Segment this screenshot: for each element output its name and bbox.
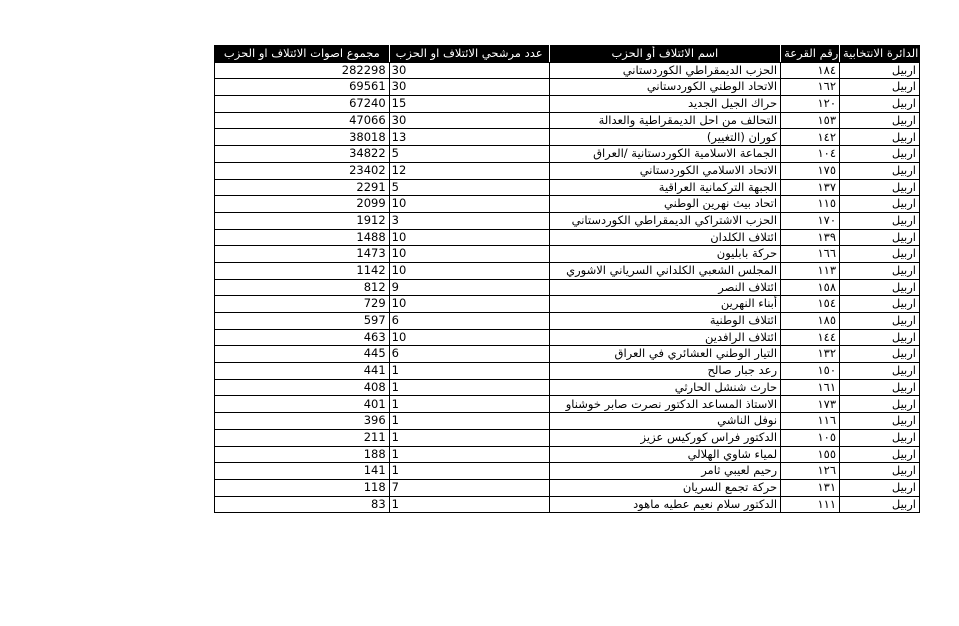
- district-cell: اربيل: [840, 329, 920, 346]
- candidate-count-cell: 1: [389, 413, 549, 430]
- party-name-cell: الدكتور سلام نعيم عطيه ماهود: [549, 496, 780, 513]
- district-cell: اربيل: [840, 429, 920, 446]
- candidate-count-cell: 6: [389, 313, 549, 330]
- total-votes-cell: 188: [215, 446, 390, 463]
- party-name-cell: ائتلاف الكلدان: [549, 229, 780, 246]
- candidate-count-cell: 10: [389, 246, 549, 263]
- total-votes-cell: 1142: [215, 262, 390, 279]
- party-name-cell: الجبهة التركمانية العراقية: [549, 179, 780, 196]
- ballot-number-cell: ١٧٠: [781, 212, 840, 229]
- party-name-cell: الدكتور فراس كوركيس عزيز: [549, 429, 780, 446]
- table-row: [215, 279, 920, 296]
- party-name-cell: رحيم لعيبي ثامر: [549, 463, 780, 480]
- header-district: الدائرة الانتخابية: [840, 46, 920, 63]
- district-cell: اربيل: [840, 246, 920, 263]
- table-row: [215, 246, 920, 263]
- table-row: [215, 129, 920, 146]
- table-row: [215, 329, 920, 346]
- district-cell: اربيل: [840, 146, 920, 163]
- ballot-number-cell: ١٨٤: [781, 62, 840, 79]
- header-candidate-count: عدد مرشحي الائتلاف او الحزب: [389, 46, 549, 63]
- party-name-cell: نوفل الناشي: [549, 413, 780, 430]
- district-cell: اربيل: [840, 79, 920, 96]
- table-row: [215, 112, 920, 129]
- table-row: [215, 296, 920, 313]
- total-votes-cell: 47066: [215, 112, 390, 129]
- candidate-count-cell: 1: [389, 446, 549, 463]
- district-cell: اربيل: [840, 313, 920, 330]
- district-cell: اربيل: [840, 179, 920, 196]
- table-row: [215, 496, 920, 513]
- district-cell: اربيل: [840, 229, 920, 246]
- candidate-count-cell: 1: [389, 396, 549, 413]
- party-name-cell: المجلس الشعبي الكلداني السرياني الاشوري: [549, 262, 780, 279]
- ballot-number-cell: ١١١: [781, 496, 840, 513]
- total-votes-cell: 2291: [215, 179, 390, 196]
- candidate-count-cell: 7: [389, 479, 549, 496]
- header-ballot-number: رقم القرعة: [781, 46, 840, 63]
- table-row: [215, 262, 920, 279]
- table-row: [215, 146, 920, 163]
- party-name-cell: اتحاد بيث نهرين الوطني: [549, 196, 780, 213]
- ballot-number-cell: ١٨٥: [781, 313, 840, 330]
- party-name-cell: الحزب الاشتراكي الديمقراطي الكوردستاني: [549, 212, 780, 229]
- total-votes-cell: 408: [215, 379, 390, 396]
- table-body: [215, 62, 920, 513]
- ballot-number-cell: ١١٣: [781, 262, 840, 279]
- party-name-cell: حراك الجيل الجديد: [549, 96, 780, 113]
- total-votes-cell: 67240: [215, 96, 390, 113]
- ballot-number-cell: ١٥٥: [781, 446, 840, 463]
- header-row: [215, 46, 920, 63]
- header-total-votes: مجموع اصوات الائتلاف او الحزب: [215, 46, 390, 63]
- ballot-number-cell: ١٥٨: [781, 279, 840, 296]
- table-row: [215, 479, 920, 496]
- total-votes-cell: 729: [215, 296, 390, 313]
- total-votes-cell: 401: [215, 396, 390, 413]
- table-row: [215, 96, 920, 113]
- candidate-count-cell: 15: [389, 96, 549, 113]
- ballot-number-cell: ١٣٧: [781, 179, 840, 196]
- table-row: [215, 313, 920, 330]
- candidate-count-cell: 5: [389, 179, 549, 196]
- candidate-count-cell: 1: [389, 463, 549, 480]
- party-name-cell: التحالف من احل الديمقراطية والعدالة: [549, 112, 780, 129]
- candidate-count-cell: 10: [389, 229, 549, 246]
- candidate-count-cell: 1: [389, 429, 549, 446]
- district-cell: اربيل: [840, 463, 920, 480]
- total-votes-cell: 1488: [215, 229, 390, 246]
- ballot-number-cell: ١٤٢: [781, 129, 840, 146]
- table-row: [215, 379, 920, 396]
- table-row: [215, 446, 920, 463]
- total-votes-cell: 396: [215, 413, 390, 430]
- ballot-number-cell: ١٦١: [781, 379, 840, 396]
- party-name-cell: كوران (التغيير): [549, 129, 780, 146]
- ballot-number-cell: ١٠٥: [781, 429, 840, 446]
- party-name-cell: أبناء النهرين: [549, 296, 780, 313]
- total-votes-cell: 463: [215, 329, 390, 346]
- total-votes-cell: 2099: [215, 196, 390, 213]
- total-votes-cell: 1473: [215, 246, 390, 263]
- district-cell: اربيل: [840, 479, 920, 496]
- candidate-count-cell: 10: [389, 262, 549, 279]
- district-cell: اربيل: [840, 196, 920, 213]
- candidate-count-cell: 10: [389, 329, 549, 346]
- ballot-number-cell: ١٤٤: [781, 329, 840, 346]
- candidate-count-cell: 6: [389, 346, 549, 363]
- party-name-cell: ائتلاف الوطنية: [549, 313, 780, 330]
- district-cell: اربيل: [840, 129, 920, 146]
- ballot-number-cell: ١٣١: [781, 479, 840, 496]
- table-row: [215, 79, 920, 96]
- ballot-number-cell: ١٥٤: [781, 296, 840, 313]
- party-name-cell: حارث شنشل الحارثي: [549, 379, 780, 396]
- party-name-cell: لمياء شاوي الهلالي: [549, 446, 780, 463]
- district-cell: اربيل: [840, 112, 920, 129]
- party-name-cell: ائتلاف النصر: [549, 279, 780, 296]
- total-votes-cell: 141: [215, 463, 390, 480]
- table-row: [215, 212, 920, 229]
- district-cell: اربيل: [840, 162, 920, 179]
- table-row: [215, 196, 920, 213]
- total-votes-cell: 83: [215, 496, 390, 513]
- table-row: [215, 429, 920, 446]
- ballot-number-cell: ١٦٢: [781, 79, 840, 96]
- district-cell: اربيل: [840, 262, 920, 279]
- party-name-cell: التيار الوطني العشائري في العراق: [549, 346, 780, 363]
- ballot-number-cell: ١٢٦: [781, 463, 840, 480]
- total-votes-cell: 38018: [215, 129, 390, 146]
- table-header: [215, 46, 920, 63]
- total-votes-cell: 23402: [215, 162, 390, 179]
- district-cell: اربيل: [840, 62, 920, 79]
- candidate-count-cell: 10: [389, 296, 549, 313]
- ballot-number-cell: ١١٥: [781, 196, 840, 213]
- party-name-cell: رعد جبار صالح: [549, 363, 780, 380]
- party-name-cell: الاتحاد الاسلامي الكوردستاني: [549, 162, 780, 179]
- candidate-count-cell: 30: [389, 112, 549, 129]
- ballot-number-cell: ١٧٥: [781, 162, 840, 179]
- party-name-cell: ائتلاف الرافدين: [549, 329, 780, 346]
- district-cell: اربيل: [840, 212, 920, 229]
- table-row: [215, 162, 920, 179]
- ballot-number-cell: ١٠٤: [781, 146, 840, 163]
- table-row: [215, 396, 920, 413]
- candidate-count-cell: 12: [389, 162, 549, 179]
- total-votes-cell: 282298: [215, 62, 390, 79]
- ballot-number-cell: ١٥٣: [781, 112, 840, 129]
- total-votes-cell: 812: [215, 279, 390, 296]
- candidate-count-cell: 10: [389, 196, 549, 213]
- district-cell: اربيل: [840, 363, 920, 380]
- table-row: [215, 463, 920, 480]
- ballot-number-cell: ١٢٠: [781, 96, 840, 113]
- district-cell: اربيل: [840, 446, 920, 463]
- candidate-count-cell: 1: [389, 496, 549, 513]
- district-cell: اربيل: [840, 96, 920, 113]
- total-votes-cell: 118: [215, 479, 390, 496]
- ballot-number-cell: ١٣٢: [781, 346, 840, 363]
- candidate-count-cell: 30: [389, 79, 549, 96]
- district-cell: اربيل: [840, 346, 920, 363]
- district-cell: اربيل: [840, 279, 920, 296]
- district-cell: اربيل: [840, 496, 920, 513]
- table-row: [215, 229, 920, 246]
- total-votes-cell: 211: [215, 429, 390, 446]
- candidate-count-cell: 5: [389, 146, 549, 163]
- election-results-table: [214, 45, 920, 513]
- district-cell: اربيل: [840, 396, 920, 413]
- total-votes-cell: 597: [215, 313, 390, 330]
- total-votes-cell: 445: [215, 346, 390, 363]
- candidate-count-cell: 1: [389, 379, 549, 396]
- table-row: [215, 62, 920, 79]
- table-row: [215, 413, 920, 430]
- ballot-number-cell: ١٥٠: [781, 363, 840, 380]
- total-votes-cell: 441: [215, 363, 390, 380]
- table-row: [215, 346, 920, 363]
- candidate-count-cell: 13: [389, 129, 549, 146]
- ballot-number-cell: ١٧٣: [781, 396, 840, 413]
- party-name-cell: الاستاذ المساعد الدكتور نصرت صابر خوشناو: [549, 396, 780, 413]
- candidate-count-cell: 3: [389, 212, 549, 229]
- party-name-cell: الاتحاد الوطني الكوردستاني: [549, 79, 780, 96]
- candidate-count-cell: 30: [389, 62, 549, 79]
- party-name-cell: الحزب الديمقراطي الكوردستاني: [549, 62, 780, 79]
- table-row: [215, 179, 920, 196]
- ballot-number-cell: ١٦٦: [781, 246, 840, 263]
- total-votes-cell: 34822: [215, 146, 390, 163]
- party-name-cell: حركة بابليون: [549, 246, 780, 263]
- district-cell: اربيل: [840, 413, 920, 430]
- ballot-number-cell: ١٣٩: [781, 229, 840, 246]
- district-cell: اربيل: [840, 296, 920, 313]
- party-name-cell: حركة تجمع السريان: [549, 479, 780, 496]
- candidate-count-cell: 9: [389, 279, 549, 296]
- header-party-name: اسم الائتلاف أو الحزب: [549, 46, 780, 63]
- party-name-cell: الجماعة الاسلامية الكوردستانية /العراق: [549, 146, 780, 163]
- candidate-count-cell: 1: [389, 363, 549, 380]
- total-votes-cell: 1912: [215, 212, 390, 229]
- ballot-number-cell: ١١٦: [781, 413, 840, 430]
- total-votes-cell: 69561: [215, 79, 390, 96]
- district-cell: اربيل: [840, 379, 920, 396]
- table-row: [215, 363, 920, 380]
